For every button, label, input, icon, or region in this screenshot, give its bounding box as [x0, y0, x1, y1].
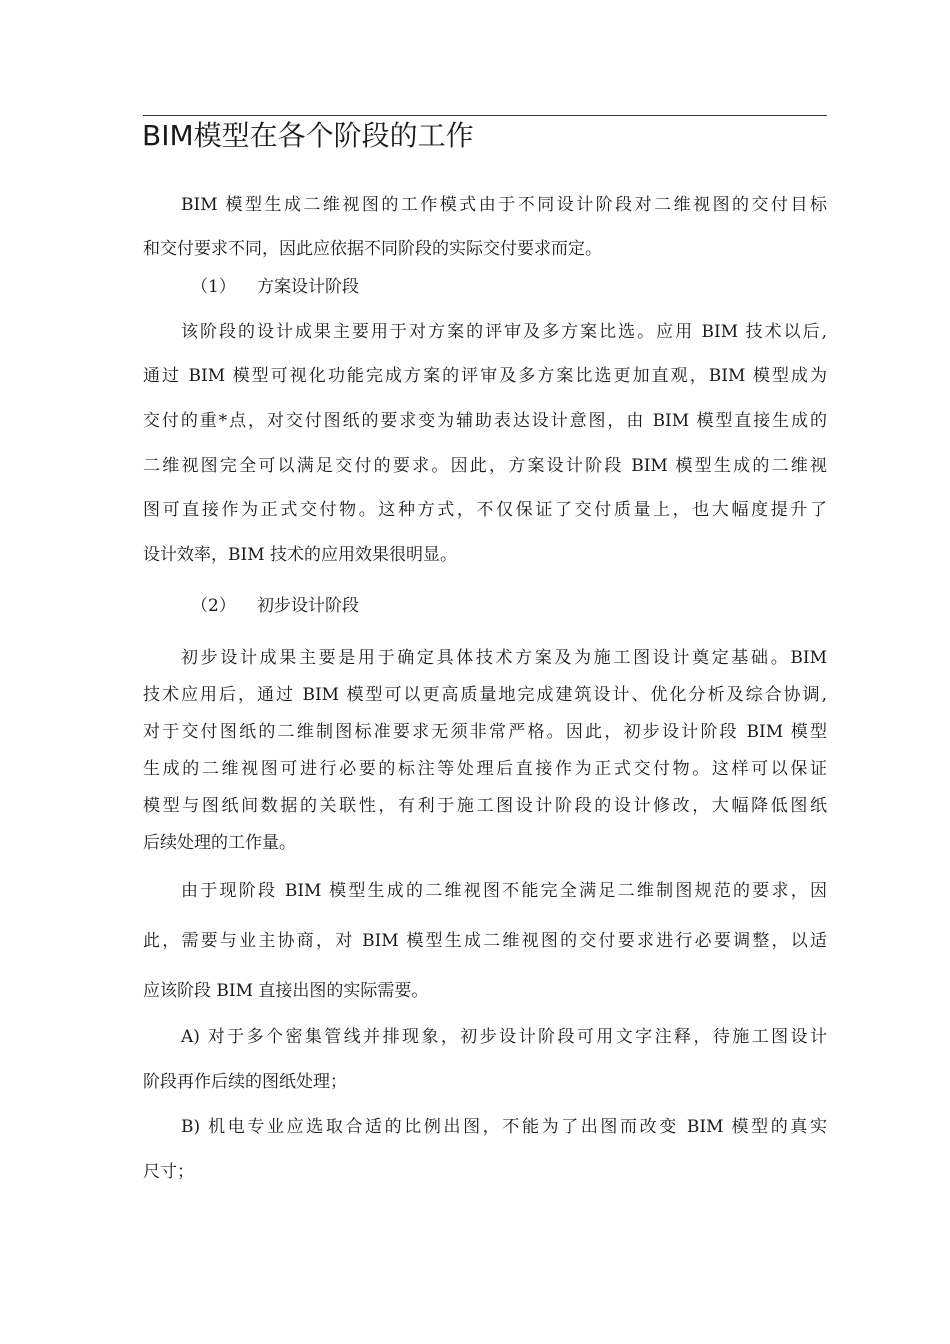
section2-line-6: 后续处理的工作量。	[143, 833, 296, 853]
section2-para2-line-2: 此，需要与业主协商，对 BIM 模型生成二维视图的交付要求进行必要调整，以适	[143, 931, 827, 951]
section2-line-5: 模型与图纸间数据的关联性，有利于施工图设计阶段的设计修改，大幅降低图纸	[143, 796, 827, 816]
page-title: BIM模型在各个阶段的工作	[142, 119, 474, 152]
section2-line-2: 技术应用后，通过 BIM 模型可以更高质量地完成建筑设计、优化分析及综合协调,	[143, 685, 827, 705]
item-b-line-2: 尺寸；	[143, 1162, 194, 1182]
section1-line-5: 图可直接作为正式交付物。这种方式，不仅保证了交付质量上，也大幅度提升了	[143, 500, 827, 520]
item-a-line-1: A) 对于多个密集管线并排现象，初步设计阶段可用文字注释，待施工图设计	[181, 1027, 827, 1047]
item-b-line-1: B) 机电专业应选取合适的比例出图，不能为了出图而改变 BIM 模型的真实	[181, 1117, 827, 1137]
item-a-line-2: 阶段再作后续的图纸处理；	[143, 1072, 347, 1092]
intro-line-1: BIM 模型生成二维视图的工作模式由于不同设计阶段对二维视图的交付目标	[181, 195, 827, 215]
section2-para2-line-1: 由于现阶段 BIM 模型生成的二维视图不能完全满足二维制图规范的要求，因	[181, 881, 827, 901]
section1-line-6: 设计效率，BIM 技术的应用效果很明显。	[143, 545, 458, 565]
section1-line-2: 通过 BIM 模型可视化功能完成方案的评审及多方案比选更加直观，BIM 模型成为	[143, 366, 827, 386]
intro-line-2: 和交付要求不同，因此应依据不同阶段的实际交付要求而定。	[143, 239, 602, 259]
section2-line-4: 生成的二维视图可进行必要的标注等处理后直接作为正式交付物。这样可以保证	[143, 759, 827, 779]
section-title-2: 初步设计阶段	[257, 596, 359, 616]
section1-line-1: 该阶段的设计成果主要用于对方案的评审及多方案比选。应用 BIM 技术以后,	[181, 322, 827, 342]
section2-para2-line-3: 应该阶段 BIM 直接出图的实际需要。	[143, 981, 429, 1001]
section-number-2: （2）	[191, 596, 236, 616]
section2-line-3: 对于交付图纸的二维制图标准要求无须非常严格。因此，初步设计阶段 BIM 模型	[143, 722, 827, 742]
section1-line-3: 交付的重*点，对交付图纸的要求变为辅助表达设计意图，由 BIM 模型直接生成的	[143, 411, 827, 431]
section-title-1: 方案设计阶段	[257, 277, 359, 297]
section2-line-1: 初步设计成果主要是用于确定具体技术方案及为施工图设计奠定基础。BIM	[181, 648, 827, 668]
section1-line-4: 二维视图完全可以满足交付的要求。因此，方案设计阶段 BIM 模型生成的二维视	[143, 456, 827, 476]
section-number-1: （1）	[191, 277, 236, 297]
